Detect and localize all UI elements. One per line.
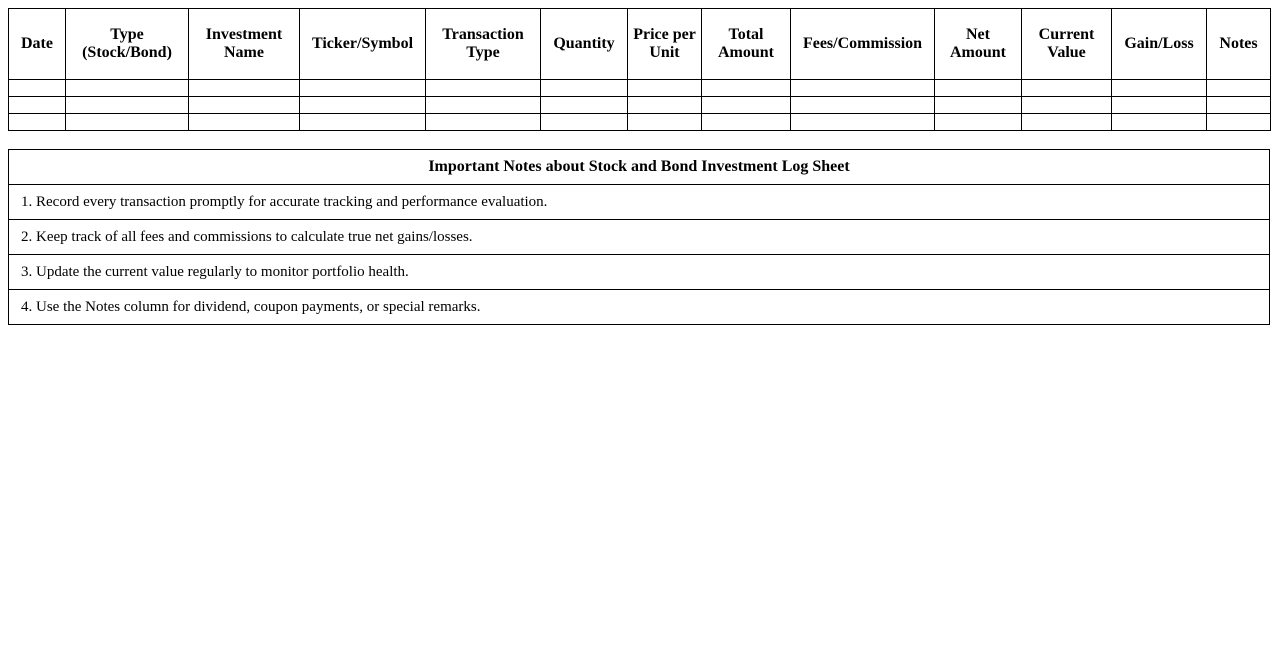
table-cell[interactable] — [1022, 97, 1112, 114]
note-item: 1. Record every transaction promptly for accurate tracking and performance evaluation. — [9, 185, 1270, 220]
table-cell[interactable] — [426, 97, 541, 114]
note-item: 3. Update the current value regularly to monitor portfolio health. — [9, 255, 1270, 290]
table-cell[interactable] — [300, 97, 426, 114]
table-cell[interactable] — [628, 97, 702, 114]
table-cell[interactable] — [702, 114, 791, 131]
table-cell[interactable] — [66, 97, 189, 114]
column-header-type: Type (Stock/Bond) — [66, 9, 189, 80]
table-row — [9, 114, 1271, 131]
table-cell[interactable] — [300, 114, 426, 131]
table-cell[interactable] — [1022, 114, 1112, 131]
notes-title-row — [9, 150, 1270, 185]
table-cell[interactable] — [1207, 114, 1271, 131]
table-cell[interactable] — [1112, 97, 1207, 114]
table-cell[interactable] — [935, 80, 1022, 97]
column-header-gain-loss: Gain/Loss — [1112, 9, 1207, 80]
column-header-investment-name: Investment Name — [189, 9, 300, 80]
column-header-ticker: Ticker/Symbol — [300, 9, 426, 80]
column-header-net-amount: Net Amount — [935, 9, 1022, 80]
column-header-date: Date — [9, 9, 66, 80]
column-header-price-per-unit: Price per Unit — [628, 9, 702, 80]
table-cell[interactable] — [66, 80, 189, 97]
note-item: 2. Keep track of all fees and commissions to calculate true net gains/losses. — [9, 220, 1270, 255]
column-header-quantity: Quantity — [541, 9, 628, 80]
table-row — [9, 80, 1271, 97]
table-cell[interactable] — [702, 80, 791, 97]
investment-log-table — [8, 8, 1271, 131]
note-row — [9, 220, 1270, 255]
table-cell[interactable] — [426, 80, 541, 97]
column-header-fees: Fees/Commission — [791, 9, 935, 80]
note-row — [9, 185, 1270, 220]
notes-title: Important Notes about Stock and Bond Investment Log Sheet — [9, 150, 1270, 185]
table-cell[interactable] — [935, 114, 1022, 131]
notes-table — [8, 149, 1270, 325]
table-cell[interactable] — [541, 114, 628, 131]
table-cell[interactable] — [628, 80, 702, 97]
table-cell[interactable] — [1207, 80, 1271, 97]
table-cell[interactable] — [1022, 80, 1112, 97]
note-row — [9, 290, 1270, 325]
column-header-transaction-type: Transaction Type — [426, 9, 541, 80]
table-cell[interactable] — [1112, 80, 1207, 97]
table-cell[interactable] — [9, 114, 66, 131]
table-cell[interactable] — [9, 80, 66, 97]
table-row — [9, 97, 1271, 114]
table-cell[interactable] — [541, 80, 628, 97]
table-cell[interactable] — [189, 114, 300, 131]
table-cell[interactable] — [628, 114, 702, 131]
table-cell[interactable] — [189, 97, 300, 114]
table-cell[interactable] — [791, 97, 935, 114]
header-row — [9, 9, 1271, 80]
table-cell[interactable] — [1207, 97, 1271, 114]
table-cell[interactable] — [541, 97, 628, 114]
table-cell[interactable] — [426, 114, 541, 131]
column-header-total-amount: Total Amount — [702, 9, 791, 80]
table-cell[interactable] — [1112, 114, 1207, 131]
column-header-current-value: Current Value — [1022, 9, 1112, 80]
table-cell[interactable] — [702, 97, 791, 114]
table-cell[interactable] — [791, 80, 935, 97]
table-cell[interactable] — [66, 114, 189, 131]
table-cell[interactable] — [935, 97, 1022, 114]
note-row — [9, 255, 1270, 290]
table-cell[interactable] — [9, 97, 66, 114]
note-item: 4. Use the Notes column for dividend, coupon payments, or special remarks. — [9, 290, 1270, 325]
column-header-notes: Notes — [1207, 9, 1271, 80]
table-cell[interactable] — [791, 114, 935, 131]
table-cell[interactable] — [300, 80, 426, 97]
table-cell[interactable] — [189, 80, 300, 97]
